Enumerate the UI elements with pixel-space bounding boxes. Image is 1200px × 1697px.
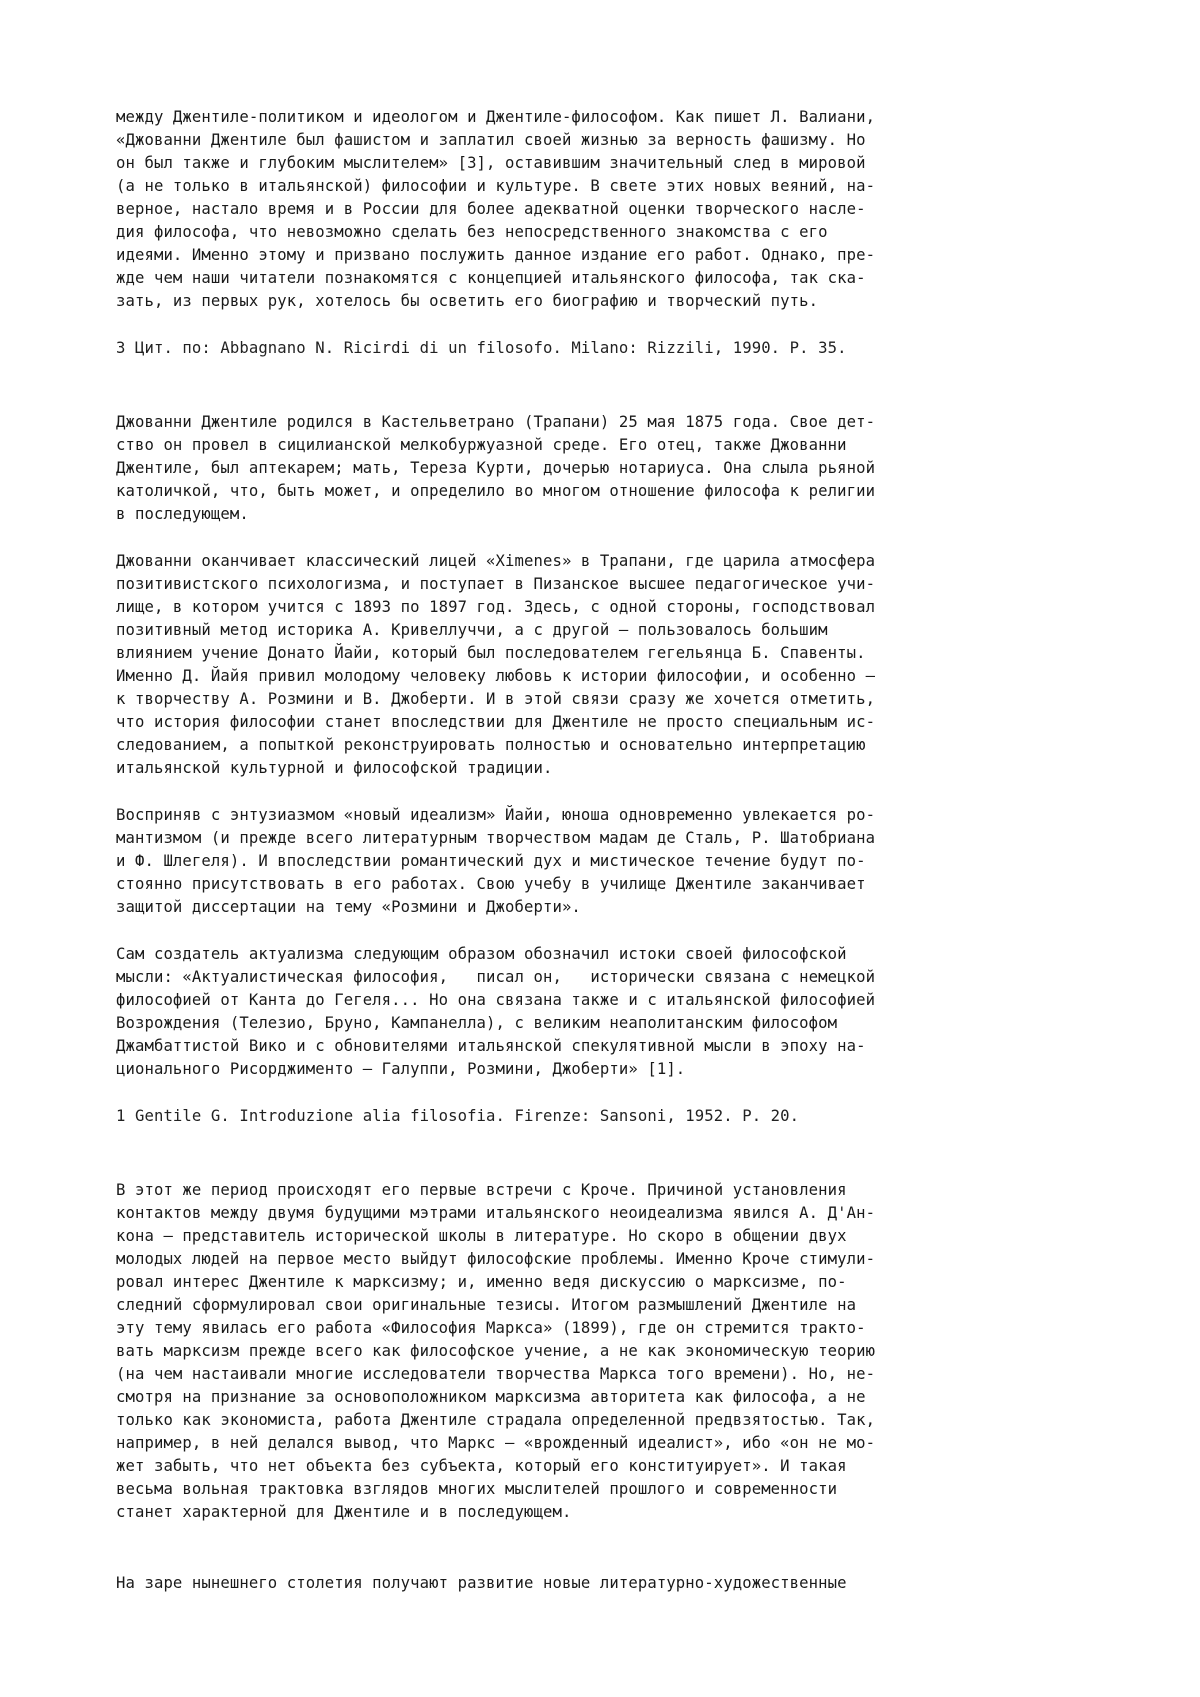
text-line: только как экономиста, работа Джентиле страдала определенной предвзятостью. Так, [116, 1411, 876, 1429]
text-line: вать марксизм прежде всего как философское учение, а не как экономическую теорию [116, 1342, 876, 1360]
text-line: Сам создатель актуализма следующим образом обозначил истоки своей философской [116, 945, 847, 963]
text-line: Восприняв с энтузиазмом «новый идеализм» Йайи, юноша одновременно увлекается ро- [116, 806, 876, 824]
text-line: жде чем наши читатели познакомятся с концепцией итальянского философа, так ска- [116, 269, 866, 287]
text-line: философией от Канта до Гегеля... Но она связана также и с итальянской философией [116, 991, 876, 1009]
text-line: смотря на признание за основоположником марксизма авторитета как философа, а не [116, 1388, 866, 1406]
text-line: ционального Рисорджименто — Галуппи, Розмини, Джоберти» [1]. [116, 1060, 686, 1078]
text-line: и Ф. Шлегеля). И впоследствии романтический дух и мистическое течение будут по- [116, 852, 866, 870]
text-line: весьма вольная трактовка взглядов многих мыслителей прошлого и современности [116, 1480, 838, 1498]
text-line: Возрождения (Телезио, Бруно, Кампанелла), с великим неаполитанским философом [116, 1014, 838, 1032]
paragraph-intro [116, 106, 1096, 313]
text-line: кона — представитель исторической школы в литературе. Но скоро в общении двух [116, 1227, 847, 1245]
text-line: итальянской культурной и философской традиции. [116, 759, 553, 777]
text-line: контактов между двумя будущими мэтрами итальянского неоидеализма явился А. Д'Ан- [116, 1204, 876, 1222]
document-page [116, 106, 1096, 1619]
text-line: к творчеству А. Розмини и В. Джоберти. И в этой связи сразу же хочется отметить, [116, 690, 876, 708]
text-line: позитивный метод историка А. Кривеллуччи, а с другой — пользовалось большим [116, 621, 828, 639]
text-line: Именно Д. Йайя привил молодому человеку любовь к истории философии, и особенно — [116, 667, 876, 685]
text-line: (на чем настаивали многие исследователи творчества Маркса того времени). Но, не- [116, 1365, 876, 1383]
text-line: ство он провел в сицилианской мелкобуржуазной среде. Его отец, также Джованни [116, 436, 847, 454]
text-line: следованием, а попыткой реконструировать полностью и основательно интерпретацию [116, 736, 866, 754]
paragraph-croce [116, 1179, 1096, 1524]
text-line: идеями. Именно этому и призвано послужить данное издание его работ. Однако, пре- [116, 246, 876, 264]
footnote-3 [116, 337, 1096, 360]
text-line: Джованни Джентиле родился в Кастельветрано (Трапани) 25 мая 1875 года. Свое дет- [116, 413, 876, 431]
text-line: что история философии станет впоследствии для Джентиле не просто специальным ис- [116, 713, 876, 731]
text-line: эту тему явилась его работа «Философия Маркса» (1899), где он стремится тракто- [116, 1319, 866, 1337]
text-line: В этот же период происходят его первые встречи с Кроче. Причиной установления [116, 1181, 847, 1199]
text-line: Джованни оканчивает классический лицей «Ximenes» в Трапани, где царила атмосфера [116, 552, 876, 570]
text-line: в последующем. [116, 505, 249, 523]
text-line: стоянно присутствовать в его работах. Свою учебу в училище Джентиле заканчивает [116, 875, 866, 893]
text-line: станет характерной для Джентиле и в последующем. [116, 1503, 572, 1521]
paragraph-education [116, 550, 1096, 780]
text-line: позитивистского психологизма, и поступает в Пизанское высшее педагогическое учи- [116, 575, 876, 593]
paragraph-romanticism [116, 804, 1096, 919]
footnote-line: 1 Gentile G. Introduzione alia filosofia. Firenze: Sansoni, 1952. P. 20. [116, 1107, 800, 1125]
text-line: дия философа, что невозможно сделать без непосредственного знакомства с его [116, 223, 828, 241]
paragraph-birth [116, 411, 1096, 526]
text-line: защитой диссертации на тему «Розмини и Джоберти». [116, 898, 581, 916]
text-line: Джентиле, был аптекарем; мать, Тереза Курти, дочерью нотариуса. Она слыла рьяной [116, 459, 876, 477]
text-line: мантизмом (и прежде всего литературным творчеством мадам де Сталь, Р. Шатобриана [116, 829, 876, 847]
text-line: Джамбаттистой Вико и с обновителями итальянской спекулятивной мысли в эпоху на- [116, 1037, 866, 1055]
text-line: жет забыть, что нет объекта без субъекта, который его конституирует». И такая [116, 1457, 847, 1475]
footnote-1 [116, 1105, 1096, 1128]
text-line: «Джованни Джентиле был фашистом и заплатил своей жизнью за верность фашизму. Но [116, 131, 866, 149]
text-line: мысли: «Актуалистическая философия, писал он, исторически связана с немецкой [116, 968, 876, 986]
text-line: зать, из первых рук, хотелось бы осветить его биографию и творческий путь. [116, 292, 819, 310]
text-line: ровал интерес Джентиле к марксизму; и, именно ведя дискуссию о марксизме, по- [116, 1273, 847, 1291]
text-line: (а не только в итальянской) философии и культуре. В свете этих новых веяний, на- [116, 177, 876, 195]
text-line: верное, настало время и в России для более адекватной оценки творческого насле- [116, 200, 866, 218]
paragraph-actualism [116, 943, 1096, 1081]
text-line: между Джентиле-политиком и идеологом и Джентиле-философом. Как пишет Л. Валиани, [116, 108, 876, 126]
footnote-line: 3 Цит. по: Abbagnano N. Ricirdi di un filosofo. Milano: Rizzili, 1990. P. 35. [116, 339, 847, 357]
paragraph-century-dawn [116, 1572, 1096, 1595]
text-line: влиянием учение Донато Йайи, который был последователем гегельянца Б. Спавенты. [116, 644, 866, 662]
text-line: лище, в котором учится с 1893 по 1897 год. Здесь, с одной стороны, господствовал [116, 598, 876, 616]
text-line: например, в ней делался вывод, что Маркс — «врожденный идеалист», ибо «он не мо- [116, 1434, 876, 1452]
text-line: молодых людей на первое место выйдут философские проблемы. Именно Кроче стимули- [116, 1250, 876, 1268]
text-line: он был также и глубоким мыслителем» [3], оставившим значительный след в мировой [116, 154, 866, 172]
text-line: следний сформулировал свои оригинальные тезисы. Итогом размышлений Джентиле на [116, 1296, 857, 1314]
text-line: католичкой, что, быть может, и определило во многом отношение философа к религии [116, 482, 876, 500]
text-line: На заре нынешнего столетия получают развитие новые литературно-художественные [116, 1574, 847, 1592]
